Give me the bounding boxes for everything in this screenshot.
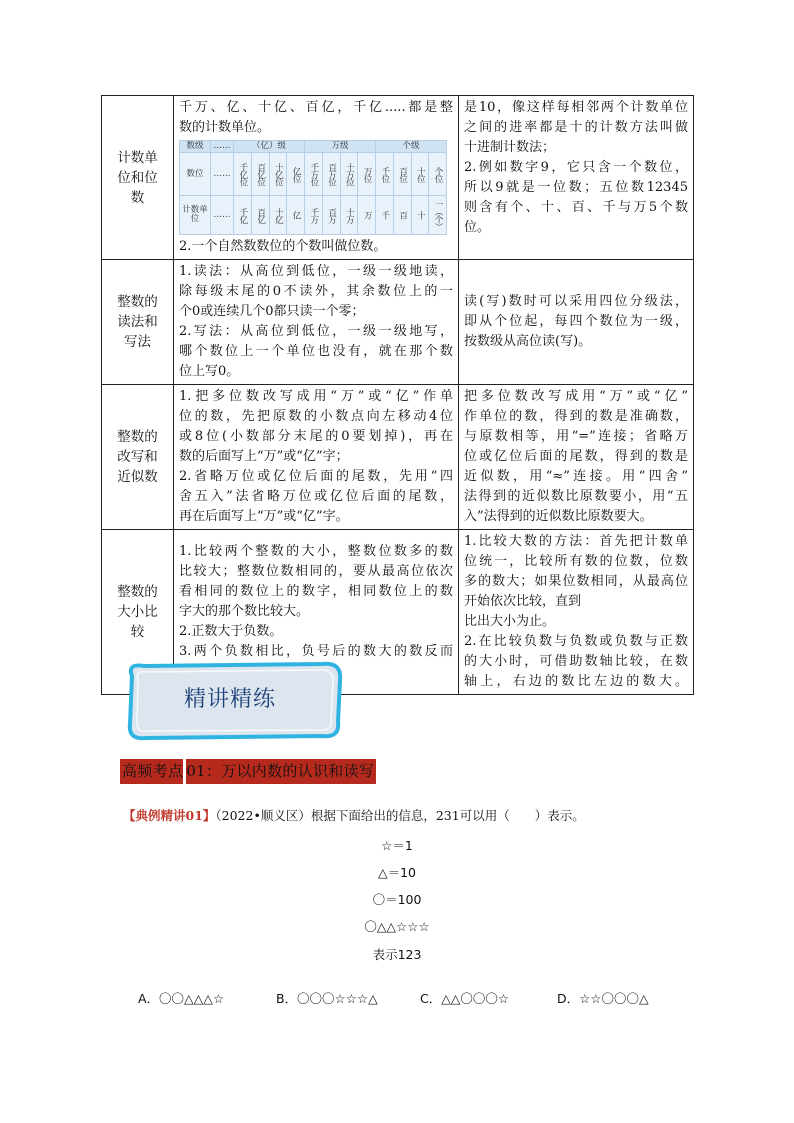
text-line: 近似数，用“≈”连接。用“四舍” — [464, 469, 688, 484]
example-line: △＝10 — [377, 865, 417, 880]
text-line: 所以9就是一位数；五位数12345 — [464, 180, 688, 195]
pv-position-cell: 个位 — [429, 153, 447, 196]
topic-line: 近似数 — [117, 469, 158, 485]
text-line: 按数级从高位读(写)。 — [464, 334, 592, 349]
text-line: 与原数相等，用“=”连接；省略万 — [464, 429, 688, 444]
text-line: 数的后面写上“万”或“亿”字； — [179, 449, 349, 464]
text-line: 位的数，先把原数的小数点向左移动4位 — [179, 409, 453, 424]
text-line: 2.在比较负数与负数或负数与正数 — [464, 634, 688, 649]
text-line: 1.把多位数改写成用“万”或“亿”作单 — [179, 389, 453, 404]
pv-dots: …… — [211, 196, 234, 235]
topic-cell — [102, 96, 174, 260]
text-line: 把多位数改写成用“万”或“亿” — [464, 389, 688, 404]
text-line: 个0或连续几个0都只读一个零； — [179, 304, 365, 319]
topic-line: 较 — [130, 624, 145, 640]
pv-position-cell: 十万位 — [340, 153, 358, 196]
pv-position-cell: 千万位 — [305, 153, 323, 196]
example-line: 〇＝100 — [372, 892, 422, 907]
option-a[interactable]: A．〇〇△△△☆ — [138, 991, 225, 1006]
text-line: 位统一，比较所有数的位数，位数 — [464, 554, 688, 569]
pv-dots: …… — [211, 153, 234, 196]
example-line: 〇△△☆☆☆ — [364, 919, 430, 934]
text-line: 字大的那个数比较大。 — [179, 604, 310, 619]
text-line: 则含有个、十、百、千与万5个数 — [464, 200, 688, 215]
pv-row-label: 计数单位 — [180, 196, 211, 235]
knowledge-table — [101, 95, 694, 695]
table-row — [102, 385, 694, 530]
topic-line: 整数的 — [117, 584, 158, 600]
text-line: 除每级末尾的0不读外，其余数位上的一 — [179, 284, 453, 299]
text-line: 比较大；整数位数相同的，要从最高位依次 — [179, 564, 453, 579]
text-line: 或8位(小数部分末尾的0要划掉)，再在 — [179, 429, 453, 444]
text-line: 1.比较两个整数的大小，整数位数多的数 — [179, 544, 453, 559]
text-line: 轴上，右边的数比左边的数大。 — [464, 674, 688, 689]
pv-position-cell: 百万位 — [322, 153, 340, 196]
text-line: 3.两个负数相比，负号后的数大的数反而 — [179, 644, 453, 659]
text-line: 位。 — [464, 220, 491, 235]
text-line: 的大小时，可借助数轴比较，在数 — [464, 654, 688, 669]
table-row — [102, 96, 694, 260]
text-line: 再在后面写上“万”或“亿”字。 — [179, 509, 349, 524]
topic-line: 写法 — [124, 334, 151, 350]
topic-line: 改写和 — [117, 449, 158, 465]
pv-unit-cell: 十 — [411, 196, 429, 235]
topic-line: 整数的 — [117, 294, 158, 310]
text-line: 1.比较大数的方法：首先把计数单 — [464, 534, 688, 549]
knowledge-point-header — [120, 759, 376, 784]
answer-options — [138, 989, 649, 1007]
text-line: 2.写法：从高位到低位，一级一级地写， — [179, 324, 453, 339]
content-left-cell — [174, 96, 459, 260]
text-line: 作单位的数，得到的数是准确数， — [464, 409, 688, 424]
content-left-cell — [174, 260, 459, 385]
pv-position-cell: 十位 — [411, 153, 429, 196]
pv-position-cell: 百位 — [393, 153, 411, 196]
pv-unit-cell: 百 — [393, 196, 411, 235]
pv-unit-cell: 千亿 — [234, 196, 252, 235]
text-line: 数的计数单位。 — [179, 120, 271, 135]
content-right-cell — [459, 96, 694, 260]
kp-label: 高频考点 — [122, 762, 184, 780]
pv-position-cell: 千位 — [376, 153, 394, 196]
text-line: 位上写0。 — [179, 364, 240, 379]
topic-line: 整数的 — [117, 429, 158, 445]
example-line: ☆＝1 — [381, 838, 413, 853]
section-banner — [122, 658, 348, 742]
content-left-cell — [174, 385, 459, 530]
content-right-cell — [459, 260, 694, 385]
pv-unit-cell: 万 — [358, 196, 376, 235]
text-line: 2.正数大于负数。 — [179, 624, 283, 639]
pv-unit-cell: 十亿 — [269, 196, 287, 235]
example-label: 【典例精讲01】 — [123, 808, 216, 823]
text-line: 看相同的数位上的数字，相同数位上的数 — [179, 584, 453, 599]
pv-header-cell: 个级 — [376, 141, 447, 153]
content-right-cell — [459, 385, 694, 530]
pv-header-cell: …… — [211, 141, 234, 153]
text-line: 多的数大；如果位数相同，从最高位 — [464, 574, 688, 589]
pv-unit-cell: 亿 — [287, 196, 305, 235]
example-question — [123, 806, 585, 824]
topic-cell — [102, 385, 174, 530]
place-value-table — [179, 140, 447, 235]
table-row — [102, 260, 694, 385]
pv-unit-cell: 千 — [376, 196, 394, 235]
pv-position-cell: 十亿位 — [269, 153, 287, 196]
text-line: 法得到的近似数比原数要小，用“五 — [464, 489, 688, 504]
pv-header-cell: 数级 — [180, 141, 211, 153]
pv-position-cell: 百亿位 — [251, 153, 269, 196]
text-line: 1.读法：从高位到低位，一级一级地读， — [179, 264, 453, 279]
option-b[interactable]: B．〇〇〇☆☆☆△ — [275, 991, 378, 1006]
text-line: 2.例如数字9，它只含一个数位， — [464, 160, 688, 175]
topic-cell — [102, 260, 174, 385]
text-line: 开始依次比较，直到 — [464, 594, 582, 609]
banner-title: 精讲精练 — [184, 687, 277, 712]
text-line: 读(写)数时可以采用四位分级法， — [464, 294, 688, 309]
text-line: 入”法得到的近似数比原数要大。 — [464, 509, 653, 524]
text-line: 2.一个自然数数位的个数叫做位数。 — [179, 239, 387, 254]
example-line: 表示123 — [372, 947, 422, 962]
pv-position-cell: 万位 — [358, 153, 376, 196]
option-d[interactable]: D．☆☆〇〇〇△ — [556, 991, 649, 1006]
example-text: （2022•顺义区）根据下面给出的信息，231可以用（ ）表示。 — [215, 808, 585, 823]
pv-unit-cell: 十万 — [340, 196, 358, 235]
topic-line: 计数单 — [117, 149, 158, 166]
topic-line: 数 — [130, 189, 145, 206]
pv-unit-cell: 百万 — [322, 196, 340, 235]
pv-header-cell: 万级 — [305, 141, 376, 153]
pv-unit-cell: 千万 — [305, 196, 323, 235]
topic-line: 位和位 — [117, 169, 158, 186]
text-line: 比出大小为止。 — [464, 614, 556, 629]
text-line: 千万、亿、十亿、百亿，千亿.....都是整 — [179, 100, 453, 115]
pv-header-cell: （亿）级 — [234, 141, 305, 153]
topic-line: 读法和 — [117, 314, 158, 330]
topic-line: 大小比 — [117, 604, 158, 620]
content-right-cell — [459, 530, 694, 695]
pv-unit-cell: 百亿 — [251, 196, 269, 235]
pv-position-cell: 千亿位 — [234, 153, 252, 196]
text-line: 哪个数位上一个单位也没有，就在那个数 — [179, 344, 453, 359]
text-line: 之间的进率都是十的计数方法叫做 — [464, 120, 688, 135]
text-line: 2.省略万位或亿位后面的尾数，先用“四 — [179, 469, 453, 484]
text-line: 十进制计数法； — [464, 140, 556, 155]
text-line: 舍五入”法省略万位或亿位后面的尾数， — [179, 489, 453, 504]
pv-row-label: 数位 — [180, 153, 211, 196]
pv-unit-cell: 一（个） — [429, 196, 447, 235]
option-c[interactable]: C．△△〇〇〇☆ — [419, 991, 510, 1006]
text-line: 即从个位起，每四个数位为一级， — [464, 314, 688, 329]
pv-position-cell: 亿位 — [287, 153, 305, 196]
text-line: 位或亿位后面的尾数，得到的数是 — [464, 449, 688, 464]
text-line: 是10，像这样每相邻两个计数单位 — [464, 100, 688, 115]
kp-title: 01：万以内数的认识和读写 — [186, 762, 375, 780]
